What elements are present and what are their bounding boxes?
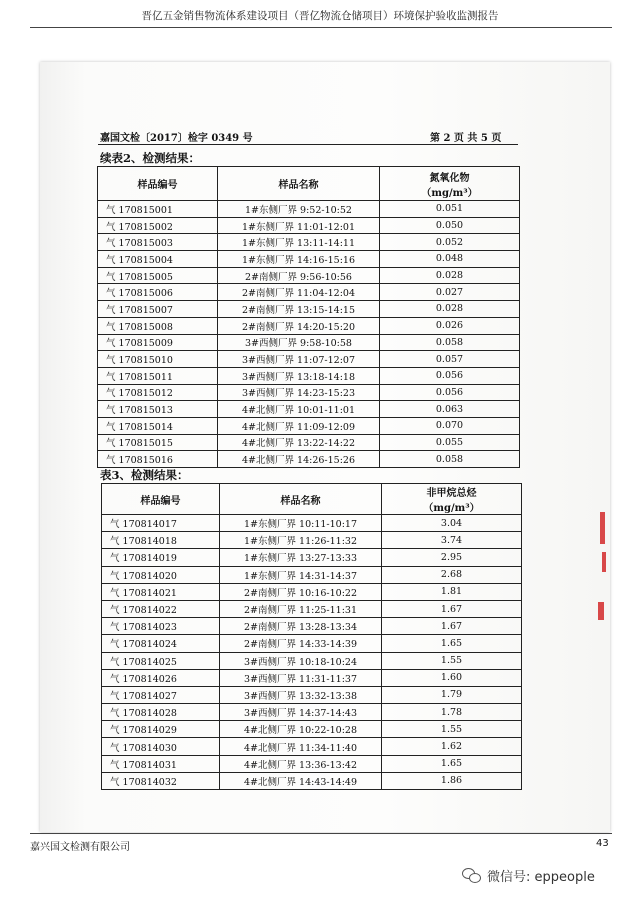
sample-id-cell: 气 170815005 — [98, 267, 218, 284]
value-cell: 0.056 — [380, 384, 520, 401]
header-nmhc-unit: （mg/m³） — [423, 503, 480, 514]
header-sample-id: 样品编号 — [98, 167, 218, 201]
report-code: 嘉国文检〔2017〕检字 0349 号 — [100, 133, 253, 144]
value-cell: 0.028 — [380, 267, 520, 284]
sample-name-cell: 2#南侧厂界 14:33-14:39 — [220, 635, 382, 652]
value-cell: 0.063 — [380, 401, 520, 418]
table-row — [102, 549, 522, 566]
header-sample-name: 样品名称 — [220, 484, 382, 515]
value-cell: 3.04 — [382, 515, 522, 532]
sample-id-cell: 气 170815013 — [98, 401, 218, 418]
sample-id-cell: 气 170815004 — [98, 251, 218, 268]
table-row — [98, 267, 520, 284]
table-row — [102, 618, 522, 635]
table-row — [98, 201, 520, 218]
sample-id-cell: 气 170815009 — [98, 334, 218, 351]
sample-name-cell: 2#南侧厂界 11:25-11:31 — [220, 600, 382, 617]
sample-id-cell: 气 170815016 — [98, 451, 218, 468]
sample-id-cell: 气 170814031 — [102, 755, 220, 772]
sample-name-cell: 1#东侧厂界 14:31-14:37 — [220, 566, 382, 583]
value-cell: 0.051 — [380, 201, 520, 218]
value-cell: 2.95 — [382, 549, 522, 566]
value-cell: 1.78 — [382, 704, 522, 721]
sample-id-cell: 气 170815010 — [98, 351, 218, 368]
table-row — [102, 635, 522, 652]
table-row — [98, 234, 520, 251]
sample-name-cell: 3#西侧厂界 10:18-10:24 — [220, 652, 382, 669]
table-row — [102, 652, 522, 669]
sample-id-cell: 气 170814017 — [102, 515, 220, 532]
value-cell: 1.65 — [382, 755, 522, 772]
sample-id-cell: 气 170814022 — [102, 600, 220, 617]
wechat-watermark — [462, 866, 595, 885]
sample-id-cell: 气 170815008 — [98, 317, 218, 334]
sample-id-cell: 气 170814019 — [102, 549, 220, 566]
value-cell: 0.028 — [380, 301, 520, 318]
sample-name-cell: 1#东侧厂界 9:52-10:52 — [218, 201, 380, 218]
table-row — [102, 686, 522, 703]
value-cell: 0.052 — [380, 234, 520, 251]
sample-name-cell: 3#西侧厂界 14:23-15:23 — [218, 384, 380, 401]
value-cell: 0.056 — [380, 367, 520, 384]
table-row — [102, 704, 522, 721]
header-sample-id: 样品编号 — [102, 484, 220, 515]
sample-name-cell: 2#南侧厂界 9:56-10:56 — [218, 267, 380, 284]
value-cell: 1.55 — [382, 721, 522, 738]
table-row — [102, 515, 522, 532]
value-cell: 0.058 — [380, 334, 520, 351]
sample-name-cell: 4#北侧厂界 13:36-13:42 — [220, 755, 382, 772]
sample-name-cell: 1#东侧厂界 13:27-13:33 — [220, 549, 382, 566]
table-row — [102, 600, 522, 617]
table-row — [102, 755, 522, 772]
sample-id-cell: 气 170814024 — [102, 635, 220, 652]
value-cell: 0.070 — [380, 417, 520, 434]
sample-id-cell: 气 170814021 — [102, 583, 220, 600]
value-cell: 1.65 — [382, 635, 522, 652]
table-row — [102, 566, 522, 583]
sample-name-cell: 1#东侧厂界 10:11-10:17 — [220, 515, 382, 532]
value-cell: 0.058 — [380, 451, 520, 468]
sample-id-cell: 气 170814018 — [102, 532, 220, 549]
report-page-count: 第 2 页 共 5 页 — [430, 133, 502, 144]
value-cell: 1.62 — [382, 738, 522, 755]
sample-name-cell: 4#北侧厂界 11:09-12:09 — [218, 417, 380, 434]
value-cell: 1.79 — [382, 686, 522, 703]
nox-results-table — [97, 166, 520, 468]
table-row — [98, 351, 520, 368]
wechat-icon — [462, 868, 482, 884]
value-cell: 1.67 — [382, 600, 522, 617]
wechat-id-text: 微信号: eppeople — [487, 870, 595, 885]
sample-name-cell: 4#北侧厂界 10:22-10:28 — [220, 721, 382, 738]
value-cell: 0.048 — [380, 251, 520, 268]
sample-id-cell: 气 170815014 — [98, 417, 218, 434]
sample-id-cell: 气 170814029 — [102, 721, 220, 738]
sample-id-cell: 气 170815003 — [98, 234, 218, 251]
header-nox-unit: （mg/m³） — [421, 187, 478, 199]
sample-id-cell: 气 170815007 — [98, 301, 218, 318]
header-nox — [380, 167, 520, 201]
sample-name-cell: 1#东侧厂界 13:11-14:11 — [218, 234, 380, 251]
table-row — [98, 401, 520, 418]
table-row — [98, 367, 520, 384]
sample-name-cell: 4#北侧厂界 13:22-14:22 — [218, 434, 380, 451]
footer-company: 嘉兴国文检测有限公司 — [30, 842, 130, 853]
table-row — [98, 434, 520, 451]
sample-id-cell: 气 170814027 — [102, 686, 220, 703]
table-row — [98, 417, 520, 434]
sample-name-cell: 2#南侧厂界 14:20-15:20 — [218, 317, 380, 334]
header-rule — [30, 27, 612, 28]
sample-name-cell: 2#南侧厂界 10:16-10:22 — [220, 583, 382, 600]
sample-name-cell: 3#西侧厂界 13:32-13:38 — [220, 686, 382, 703]
table-row — [98, 251, 520, 268]
sample-name-cell: 3#西侧厂界 11:07-12:07 — [218, 351, 380, 368]
value-cell: 0.055 — [380, 434, 520, 451]
sample-name-cell: 3#西侧厂界 9:58-10:58 — [218, 334, 380, 351]
report-header-rule — [98, 144, 518, 145]
value-cell: 1.67 — [382, 618, 522, 635]
table-row — [102, 738, 522, 755]
red-stamp-fragment — [598, 602, 604, 620]
sample-id-cell: 气 170815015 — [98, 434, 218, 451]
table3-caption: 表3、检测结果： — [100, 468, 189, 482]
value-cell: 1.55 — [382, 652, 522, 669]
nmhc-results-table — [101, 483, 522, 790]
sample-name-cell: 2#南侧厂界 11:04-12:04 — [218, 284, 380, 301]
sample-name-cell: 3#西侧厂界 11:31-11:37 — [220, 669, 382, 686]
header-nox-label: 氮氧化物 — [429, 172, 470, 184]
table-row — [98, 384, 520, 401]
sample-name-cell: 4#北侧厂界 14:43-14:49 — [220, 772, 382, 789]
sample-name-cell: 2#南侧厂界 13:28-13:34 — [220, 618, 382, 635]
sample-id-cell: 气 170814023 — [102, 618, 220, 635]
sample-name-cell: 3#西侧厂界 13:18-14:18 — [218, 367, 380, 384]
table-row — [102, 669, 522, 686]
footer-rule — [30, 833, 612, 834]
value-cell: 3.74 — [382, 532, 522, 549]
sample-id-cell: 气 170814028 — [102, 704, 220, 721]
sample-id-cell: 气 170815002 — [98, 217, 218, 234]
header-nmhc — [382, 484, 522, 515]
value-cell: 0.057 — [380, 351, 520, 368]
value-cell: 1.81 — [382, 583, 522, 600]
sample-name-cell: 3#西侧厂界 14:37-14:43 — [220, 704, 382, 721]
header-sample-name: 样品名称 — [218, 167, 380, 201]
table2-caption: 续表2、检测结果： — [100, 151, 201, 165]
value-cell: 0.026 — [380, 317, 520, 334]
running-header: 晋亿五金销售物流体系建设项目（晋亿物流仓储项目）环境保护验收监测报告 — [141, 10, 499, 22]
sample-id-cell: 气 170815011 — [98, 367, 218, 384]
table-row — [98, 217, 520, 234]
sample-name-cell: 1#东侧厂界 14:16-15:16 — [218, 251, 380, 268]
red-stamp-fragment — [602, 552, 606, 572]
value-cell: 1.86 — [382, 772, 522, 789]
sample-id-cell: 气 170814030 — [102, 738, 220, 755]
table-row — [98, 301, 520, 318]
value-cell: 0.027 — [380, 284, 520, 301]
sample-id-cell: 气 170815012 — [98, 384, 218, 401]
table-row — [102, 721, 522, 738]
sample-name-cell: 2#南侧厂界 13:15-14:15 — [218, 301, 380, 318]
sample-id-cell: 气 170814020 — [102, 566, 220, 583]
sample-name-cell: 1#东侧厂界 11:26-11:32 — [220, 532, 382, 549]
table-row — [98, 284, 520, 301]
sample-id-cell: 气 170815001 — [98, 201, 218, 218]
value-cell: 0.050 — [380, 217, 520, 234]
table-row — [102, 532, 522, 549]
table-row — [98, 317, 520, 334]
value-cell: 1.60 — [382, 669, 522, 686]
sample-name-cell: 4#北侧厂界 10:01-11:01 — [218, 401, 380, 418]
table-row — [98, 334, 520, 351]
sample-name-cell: 4#北侧厂界 11:34-11:40 — [220, 738, 382, 755]
sample-id-cell: 气 170814025 — [102, 652, 220, 669]
sample-id-cell: 气 170814032 — [102, 772, 220, 789]
sample-name-cell: 1#东侧厂界 11:01-12:01 — [218, 217, 380, 234]
sample-id-cell: 气 170814026 — [102, 669, 220, 686]
table-row — [102, 583, 522, 600]
footer-page-number: 43 — [596, 838, 609, 849]
sample-name-cell: 4#北侧厂界 14:26-15:26 — [218, 451, 380, 468]
value-cell: 2.68 — [382, 566, 522, 583]
sample-id-cell: 气 170815006 — [98, 284, 218, 301]
header-nmhc-label: 非甲烷总烃 — [426, 488, 477, 499]
red-stamp-fragment — [600, 512, 605, 544]
table-row — [102, 772, 522, 789]
table-row — [98, 451, 520, 468]
